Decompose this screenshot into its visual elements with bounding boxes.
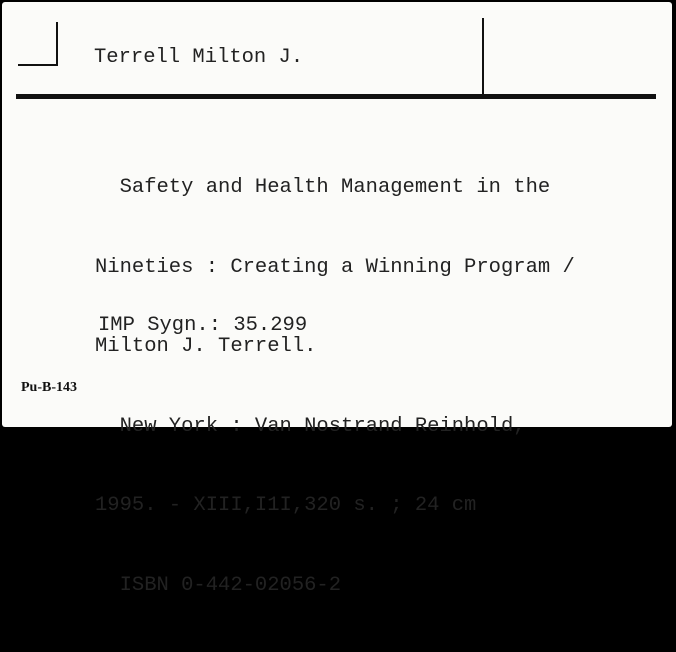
corner-mark-vertical xyxy=(56,22,58,66)
header-vertical-rule xyxy=(482,18,484,98)
header-horizontal-rule xyxy=(16,94,656,99)
description-line: Milton J. Terrell. xyxy=(95,335,317,358)
signature-number: IMP Sygn.: 35.299 xyxy=(98,314,308,337)
shelf-mark: Pu-B-143 xyxy=(21,380,77,395)
corner-mark-horizontal xyxy=(18,64,58,66)
description-line: Nineties : Creating a Winning Program / xyxy=(95,255,575,279)
description-line: New York : Van Nostrand Reinhold, xyxy=(95,414,526,438)
description-line: Safety and Health Management in the xyxy=(95,176,551,199)
author-heading: Terrell Milton J. xyxy=(94,46,304,69)
description-line: 1995. - XIII,I1I,320 s. ; 24 cm xyxy=(95,494,477,517)
bibliographic-description xyxy=(95,122,575,652)
catalog-card xyxy=(2,2,672,597)
description-line: ISBN 0-442-02056-2 xyxy=(95,573,342,597)
